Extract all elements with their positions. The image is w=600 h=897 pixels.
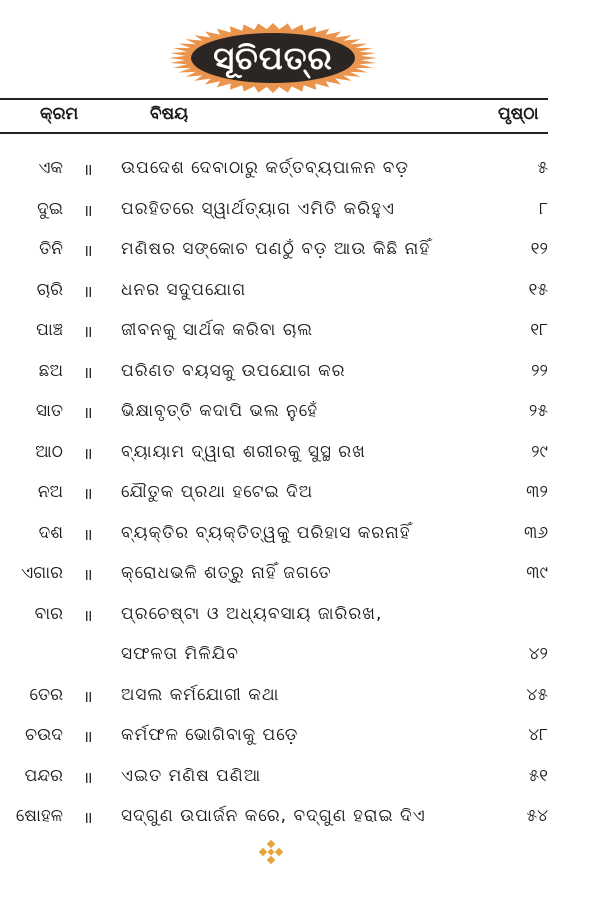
entry-separator: ॥ — [83, 524, 93, 544]
entry-page: ୩୯ — [526, 563, 548, 583]
list-item — [0, 353, 560, 394]
entry-page: ୫ — [537, 158, 548, 178]
entry-number: ଚଉଦ — [25, 725, 63, 745]
entry-subject: ଯୌତୁକ ପ୍ରଥା ହଟେଇ ଦିଅ — [121, 482, 314, 502]
header-number: କ୍ରମ — [40, 104, 79, 124]
list-item — [0, 515, 560, 556]
entry-subject: ବ୍ୟକ୍ତିର ବ୍ୟକ୍ତିତ୍ୱକୁ ପରିହାସ କରନାହିଁ — [121, 522, 411, 543]
entry-page: ୨୯ — [531, 441, 548, 462]
header-subject: ବିଷୟ — [150, 104, 189, 124]
entry-separator: ॥ — [83, 443, 93, 463]
entry-subject: ପ୍ରଚେଷ୍ଟା ଓ ଅଧ୍ୟବସାୟ ଜାରିରଖ, — [121, 603, 383, 624]
entry-separator: ॥ — [83, 808, 93, 827]
entry-number: ବାର — [34, 603, 63, 624]
list-item — [0, 596, 560, 637]
entry-subject: ସଫଳତା ମିଳିଯିବ — [121, 644, 239, 664]
entry-subject: ଜୀବନକୁ ସାର୍ଥକ କରିବା ଚାଲ — [121, 320, 314, 340]
entry-separator: ॥ — [83, 160, 93, 179]
diamond-flourish-icon — [259, 840, 283, 864]
entry-separator: ॥ — [83, 767, 93, 787]
entry-page: ୩୬ — [523, 522, 548, 543]
entry-subject: ଭିକ୍ଷାବୃତ୍ତି କଦାପି ଭଲ ନୁହେଁ — [121, 401, 319, 421]
entry-number: ନଅ — [37, 482, 63, 502]
header-page: ପୃଷ୍ଠା — [498, 104, 539, 124]
entry-page: ୧୫ — [528, 279, 548, 300]
entry-subject: ମଣିଷର ସଙ୍କୋଚ ପଣଠୁଁ ବଡ଼ ଆଉ କିଛି ନାହିଁ — [121, 239, 431, 259]
entry-page: ୧୮ — [530, 320, 548, 340]
entry-separator: ॥ — [83, 362, 93, 382]
entry-number: ତେର — [29, 684, 63, 705]
entry-number: ଛଅ — [38, 360, 63, 381]
entry-separator: ॥ — [83, 200, 93, 220]
entry-subject: ଉପଦେଶ ଦେବାଠାରୁ କର୍ତ୍ତବ୍ୟପାଳନ ବଡ଼ — [121, 158, 409, 178]
list-item — [0, 434, 560, 475]
list-item — [0, 758, 560, 799]
entry-subject: ପରହିତରେ ସ୍ୱାର୍ଥତ୍ୟାଗ ଏମିତି କରିହୁଏ — [121, 198, 395, 219]
entry-separator: ॥ — [83, 484, 93, 503]
entry-number: ଷୋହଳ — [15, 806, 63, 826]
entry-separator: ॥ — [83, 605, 93, 625]
list-item — [0, 636, 560, 677]
list-item — [0, 231, 560, 272]
entry-subject: କ୍ରୋଧଭଳି ଶତ୍ରୁ ନାହିଁ ଜଗତେ — [121, 563, 332, 583]
entry-number: ଏକ — [38, 158, 63, 178]
entry-separator: ॥ — [83, 686, 93, 706]
entry-subject: ଏଇତ ମଣିଷ ପଣିଆ — [121, 765, 262, 786]
list-item — [0, 677, 560, 718]
entry-page: ୪୨ — [528, 644, 548, 664]
list-item — [0, 150, 560, 191]
entry-page: ୫୪ — [526, 806, 548, 826]
title-banner — [168, 22, 378, 94]
entry-number: ଚାରି — [36, 279, 63, 300]
entry-number: ଦୁଇ — [37, 198, 63, 219]
entry-subject: ଅସଲ କର୍ମଯୋଗୀ କଥା — [121, 684, 280, 705]
table-header — [0, 104, 560, 130]
list-item — [0, 393, 560, 434]
entry-number: ପନ୍ଦର — [24, 765, 63, 786]
header-rule — [0, 132, 548, 134]
entry-page: ୪୫ — [526, 684, 548, 705]
contents-list — [0, 150, 560, 839]
list-item — [0, 474, 560, 515]
list-item — [0, 272, 560, 313]
list-item — [0, 191, 560, 232]
entry-page: ୪୮ — [528, 725, 548, 745]
entry-subject: ଧନର ସଦୁପଯୋଗ — [121, 279, 247, 300]
entry-page: ୫୧ — [528, 765, 548, 786]
entry-page: ୩୨ — [526, 482, 548, 502]
list-item — [0, 717, 560, 758]
entry-subject: ପରିଣତ ବୟସକୁ ଉପଯୋଗ କର — [121, 360, 346, 381]
entry-number: ସାତ — [35, 401, 63, 421]
entry-page: ୧୨ — [530, 239, 548, 259]
entry-page: ୮ — [539, 198, 548, 219]
list-item — [0, 798, 560, 839]
list-item — [0, 312, 560, 353]
top-rule — [0, 98, 548, 100]
entry-number: ପାଞ୍ଚ — [36, 320, 63, 340]
entry-separator: ॥ — [83, 727, 93, 746]
entry-separator: ॥ — [83, 322, 93, 341]
entry-subject: କର୍ମଫଳ ଭୋଗିବାକୁ ପଡ଼େ — [121, 725, 299, 745]
entry-subject: ବ୍ୟାୟାମ ଦ୍ୱାରା ଶରୀରକୁ ସୁସ୍ଥ ରଖ — [121, 441, 366, 462]
page-title: ସୂଚିପତ୍ର — [213, 38, 333, 77]
entry-number: ଏଗାର — [21, 563, 63, 583]
entry-separator: ॥ — [83, 403, 93, 422]
list-item — [0, 555, 560, 596]
entry-separator: ॥ — [83, 241, 93, 260]
entry-number: ତିନି — [39, 239, 63, 259]
entry-separator: ॥ — [83, 281, 93, 301]
entry-number: ଦଶ — [38, 522, 63, 543]
entry-page: ୨୨ — [531, 360, 548, 381]
entry-number: ଆଠ — [35, 441, 63, 462]
entry-subject: ସଦ୍‌ଗୁଣ ଉପାର୍ଜନ କରେ, ବଦ୍‌ଗୁଣ ହରାଇ ଦିଏ — [121, 806, 426, 826]
entry-separator: ॥ — [83, 565, 93, 584]
entry-page: ୨୫ — [528, 401, 548, 421]
